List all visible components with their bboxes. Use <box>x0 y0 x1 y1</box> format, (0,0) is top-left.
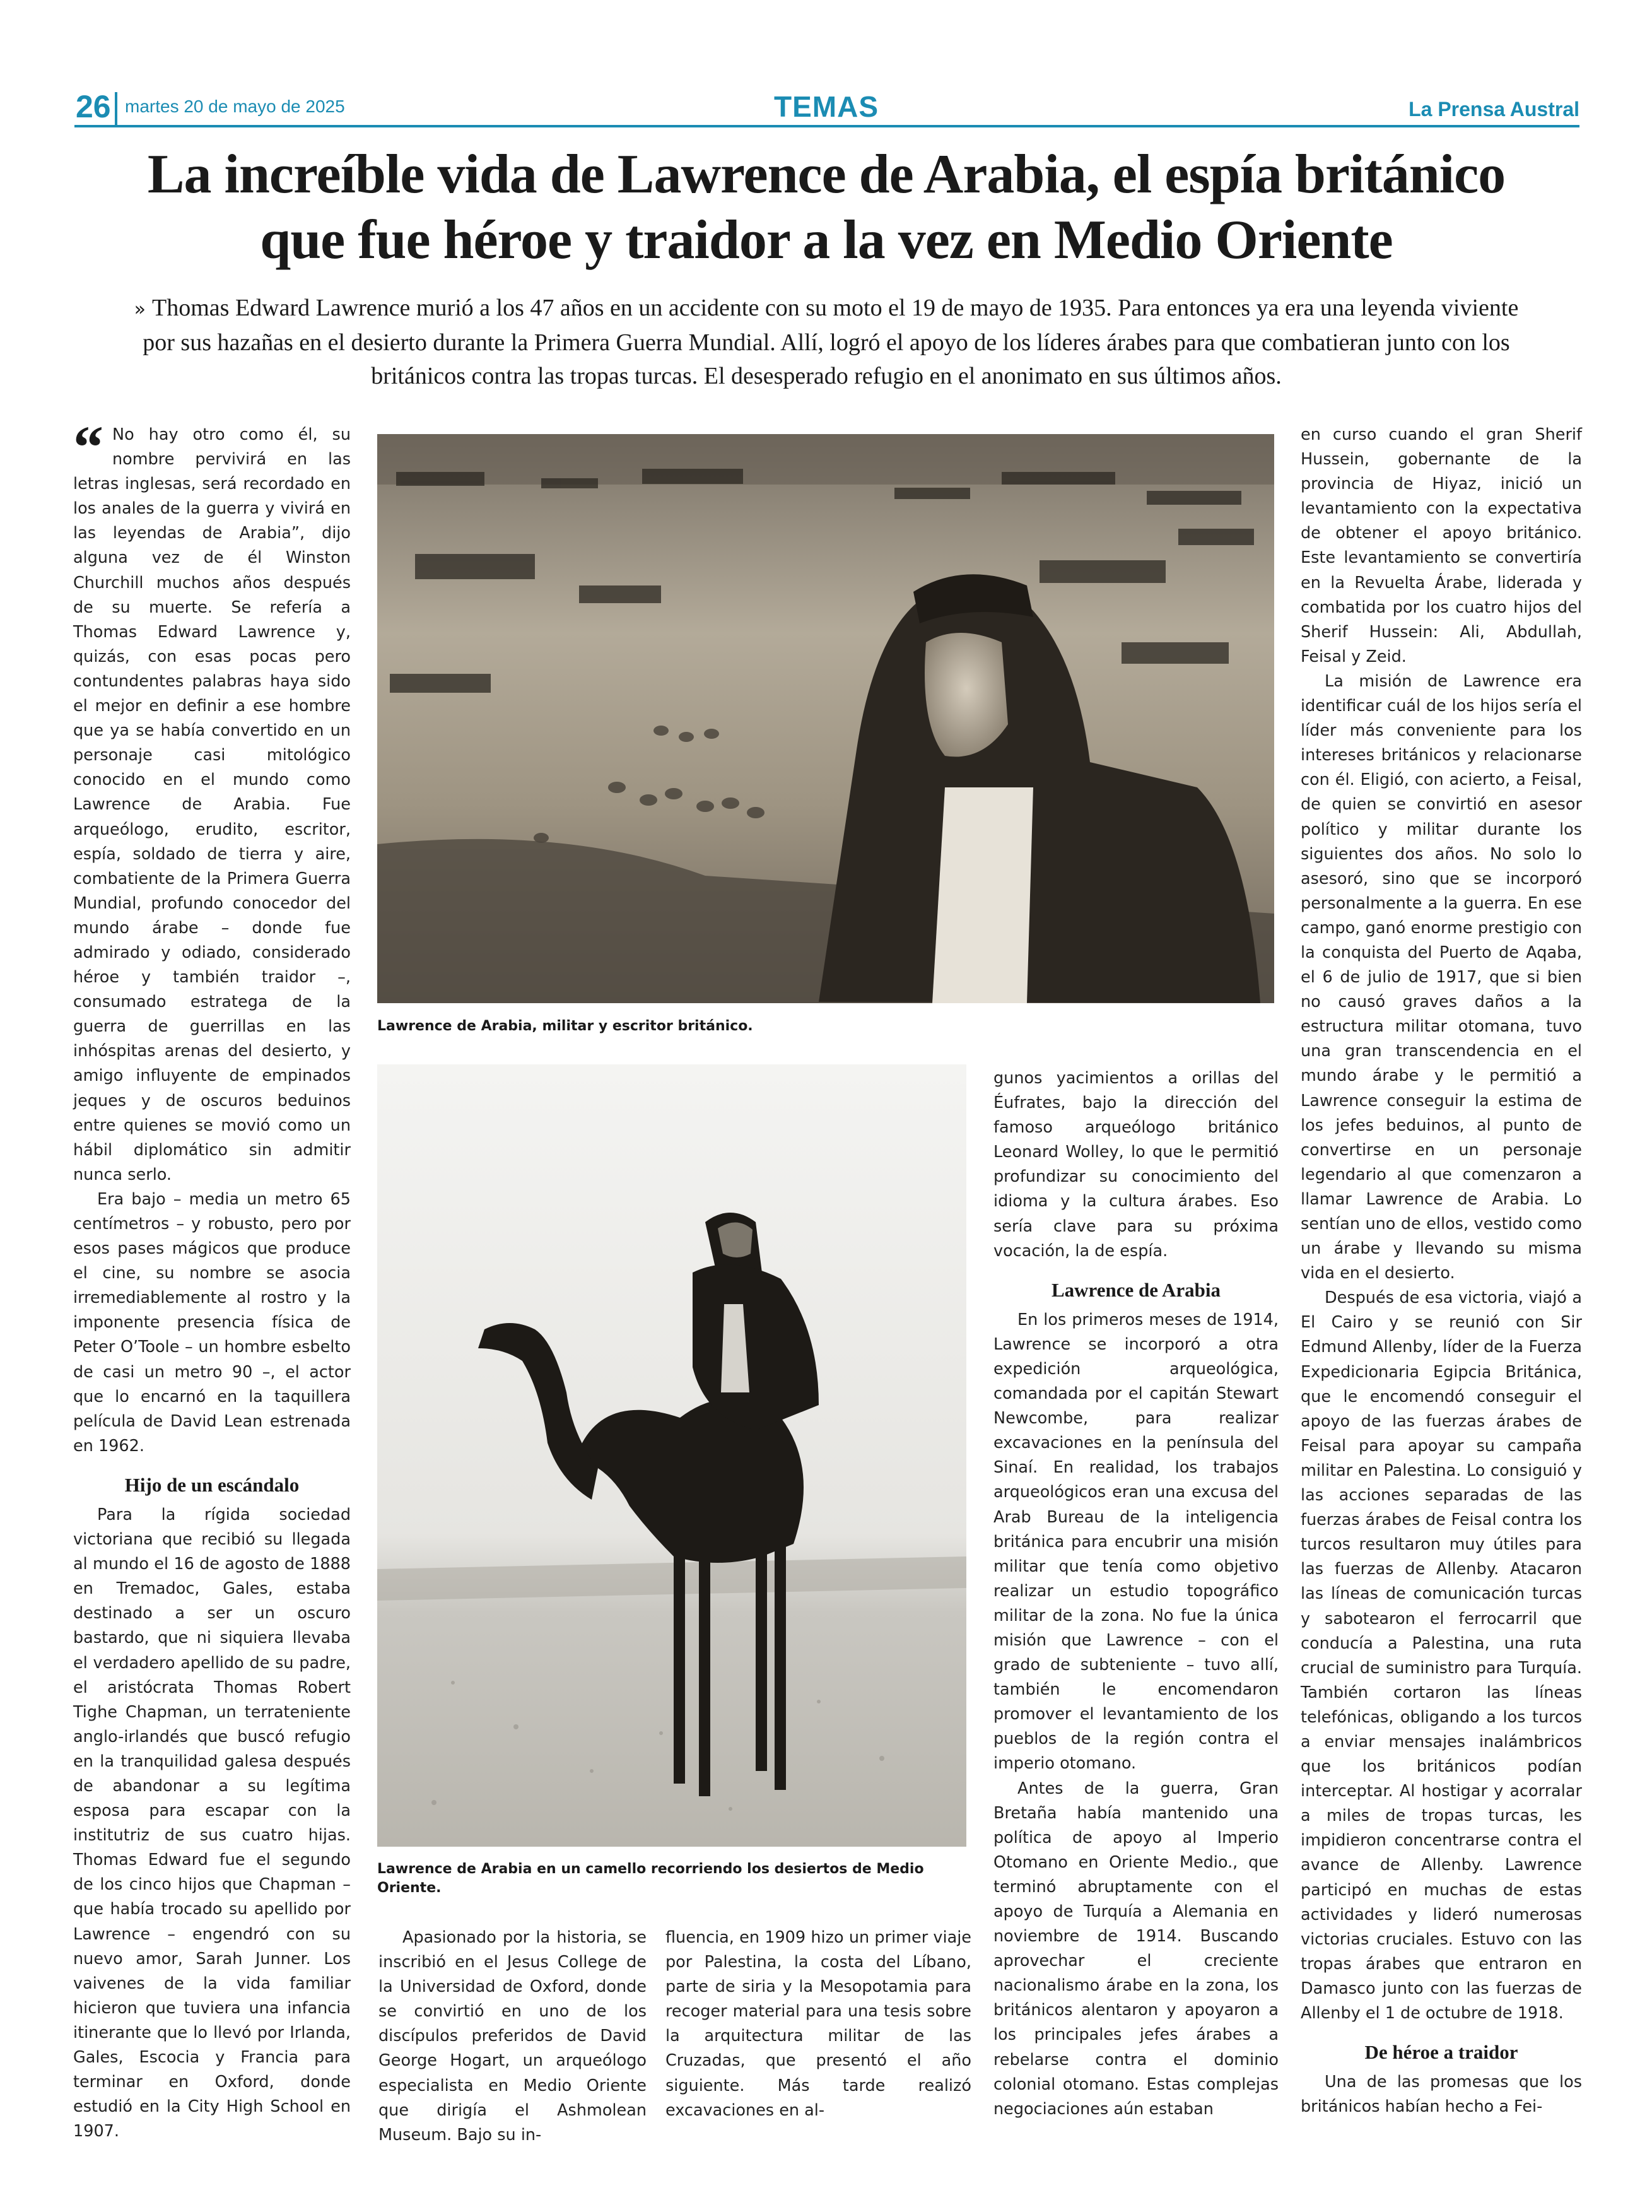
lawrence-camel-photo <box>377 1064 966 1847</box>
quote-mark-icon: “ <box>73 413 103 481</box>
photo-caption: Lawrence de Arabia, militar y escritor británico. <box>377 1018 753 1034</box>
section-label: TEMAS <box>774 90 879 123</box>
paragraph: En los primeros meses de 1914, Lawrence se incorporó a otra expedición arqueológica, comandada por el capitán Stewart Newcombe, para realizar excavaciones en la península del Sinaí. En realidad, los trabajos arqueológicos eran una excusa del Arab Bureau de la inteligencia británica para encubrir una misión militar que tenía como objetivo realizar un estudio topográfico militar de la zona. No fue la única misión que Lawrence – con el grado de subteniente – tuvo allí, también le encomendaron promover el levantamiento de los pueblos de la región contra el imperio otomano. <box>993 1310 1279 1774</box>
article-column-3 <box>993 1066 1279 2139</box>
paragraph: Para la rígida sociedad victoriana que recibió su llegada al mundo el 16 de agosto de 1888 en Tremadoc, Gales, estaba destinado a ser un oscuro bastardo, que ni siquiera llevaba el verdadero apellido de su padre, el aristócrata Thomas Robert Tighe Chapman, un terrateniente anglo-irlandés que buscó refugio en la tranquilidad galesa después de abandonar a su legítima esposa para escapar con la institutriz de sus cuatro hijas. Thomas Edward fue el segundo de los cinco hijos que Chapman – que había trocado su apellido por Lawrence – engendró con su nuevo amor, Sarah Junner. Los vaivenes de la vida familiar hicieron que tuviera una infancia itinerante que lo llevó por Irlanda, Gales, Escocia y Francia para terminar en Oxford, donde estudió en la City High School en 1907. <box>73 1505 351 2141</box>
headline-line-2: que fue héroe y traidor a la vez en Medio Oriente <box>260 209 1393 271</box>
subheading: Lawrence de Arabia <box>1051 1278 1221 1301</box>
subheading: De héroe a traidor <box>1364 2041 1518 2064</box>
header-separator <box>115 92 117 125</box>
double-chevron-right-icon: » <box>134 298 146 321</box>
paragraph: fluencia, en 1909 hizo un primer viaje por Palestina, la costa del Líbano, parte de siria y la Mesopotamia para recoger material para una tesis sobre la arquitectura militar de las Cruzadas, que presentó el año siguiente. Más tarde realizó excavaciones en al- <box>665 1928 971 2120</box>
paragraph: Era bajo – media un metro 65 centímetros – y robusto, pero por esos pases mágicos que produce el cine, su nombre se asocia irremediablemente al rostro y la imponente presencia física de Peter O’Toole – un hombre esbelto de casi un metro 90 –, el actor que lo encarnó en la taquillera película de David Lean estrenada en 1962. <box>73 1189 351 1456</box>
newspaper-name: La Prensa Austral <box>1409 98 1579 121</box>
article-column-2-continued <box>665 1926 971 2140</box>
paragraph: No hay otro como él, su nombre pervivirá en las letras inglesas, será recordado en los anales de la guerra y vivirá en las leyendas de Arabia”, dijo alguna vez de él Winston Churchill muchos años después de su muerte. Se refería a Thomas Edward Lawrence y, quizás, con esas pocas pero contundentes palabras haya sido el mejor en definir a ese hombre que ya se había convertido en un personaje casi mitológico conocido en el mundo como Lawrence de Arabia. Fue arqueólogo, erudito, escritor, espía, soldado de tierra y aire, combatiente de la Primera Guerra Mundial, profundo conocedor del mundo árabe – donde fue admirado y odiado, considerado héroe y también traidor –, consumado estratega de la guerra de guerrillas en las inhóspitas arenas del desierto, y amigo influyente de empinados jeques y de oscuros beduinos entre quienes se movió como un hábil diplomático sin admitir nunca serlo. <box>73 425 351 1184</box>
paragraph: Apasionado por la historia, se inscribió en el Jesus College de la Universidad de Oxford, donde se convirtió en uno de los discípulos preferidos de David George Hogart, un arqueólogo especialista en Medio Oriente que dirigía el Ashmolean Museum. Bajo su in- <box>378 1928 647 2144</box>
paragraph: gunos yacimientos a orillas del Éufrates, bajo la dirección del famoso arqueólogo británico Leonard Wolley, lo que le permitió profundizar su conocimiento del idioma y la cultura árabes. Eso sería clave para su próxima vocación, la de espía. <box>993 1069 1279 1261</box>
subheading: Hijo de un escándalo <box>124 1473 300 1496</box>
headline <box>82 142 1571 273</box>
photo-caption: Lawrence de Arabia en un camello recorriendo los desiertos de Medio Oriente. <box>377 1861 924 1896</box>
lawrence-portrait-photo <box>377 434 1274 1003</box>
paragraph: Después de esa victoria, viajó a El Cairo y se reunió con Sir Edmund Allenby, líder de la Fuerza Expedicionaria Egipcia Británica, que le encomendó conseguir el apoyo de las fuerzas árabes de Feisal para apoyar su campaña militar en Palestina. Lo consiguió y las acciones separadas de las fuerzas árabes de Feisal contra los turcos resultaron muy útiles para las fuerzas de Allenby. Atacaron las líneas de comunicación turcas y sabotearon el ferrocarril que conducía a Palestina, una ruta crucial de suministro para Turquía. También cortaron las líneas telefónicas, obligando a los turcos a enviar mensajes inalámbricos que los británicos podían interceptar. Al hostigar y acorralar a miles de tropas turcas, les impidieron concentrarse contra el avance de Allenby. Lawrence participó en muchas de estas actividades y lideró numerosas victorias cruciales. Estuvo con las tropas árabes que entraron en Damasco junto con las fuerzas de Allenby el 1 de octubre de 1918. <box>1301 1288 1582 2023</box>
lead-text: Thomas Edward Lawrence murió a los 47 años en un accidente con su moto el 19 de mayo de 1935. Para entonces ya era una leyenda viviente por sus hazañas en el desierto durante la Primera Guerra Mundial. Allí, logró el apoyo de los líderes árabes para que combatieran junto con los británicos contra las tropas turcas. El desesperado refugio en el anonimato en sus últimos años. <box>143 295 1519 389</box>
paragraph: Antes de la guerra, Gran Bretaña había mantenido una política de apoyo al Imperio Otomano en Oriente Medio., que terminó abruptamente con el apoyo de Turquía a Alemania en noviembre de 1914. Buscando aprovechar el creciente nacionalismo árabe en la zona, los británicos alentaron y apoyaron a los principales jefes árabes a rebelarse contra el dominio colonial otomano. Estas complejas negociaciones aún estaban <box>993 1779 1279 2119</box>
header-rule <box>74 125 1579 127</box>
paragraph: Una de las promesas que los británicos habían hecho a Fei- <box>1301 2073 1582 2117</box>
page-number: 26 <box>76 89 111 124</box>
lead-paragraph <box>126 291 1526 393</box>
paragraph: La misión de Lawrence era identificar cuál de los hijos sería el líder más conveniente para los intereses británicos y relacionarse con él. Eligió, con acierto, a Feisal, de quien se convirtió en asesor político y militar durante los siguientes dos años. No solo lo asesoró, sino que se incorporó personalmente a la guerra. En ese campo, ganó enorme prestigio con la conquista del Puerto de Aqaba, el 6 de julio de 1917, que si bien no causó graves daños a la estructura militar otomana, tuvo una gran transcendencia en el mundo árabe y le permitió a Lawrence conseguir la estima de los jefes beduinos, al punto de convertirse en un personaje legendario al que comenzaron a llamar Lawrence de Arabia. Lo sentían uno de ellos, vestido como un árabe y llevando su misma vida en el desierto. <box>1301 671 1582 1283</box>
article-column-4 <box>1301 423 1582 2139</box>
issue-date: martes 20 de mayo de 2025 <box>125 97 345 116</box>
headline-line-1: La increíble vida de Lawrence de Arabia, el espía británico <box>147 144 1506 205</box>
paragraph: en curso cuando el gran Sherif Hussein, gobernante de la provincia de Hiyaz, inició un levantamiento con la expectativa de obtener el apoyo británico. Este levantamiento se convertiría en la Revuelta Árabe, liderada y combatida por los cuatro hijos del Sherif Hussein: Ali, Abdullah, Feisal y Zeid. <box>1301 425 1582 666</box>
article-column-2 <box>378 1926 647 2144</box>
article-column-1 <box>73 413 351 2141</box>
